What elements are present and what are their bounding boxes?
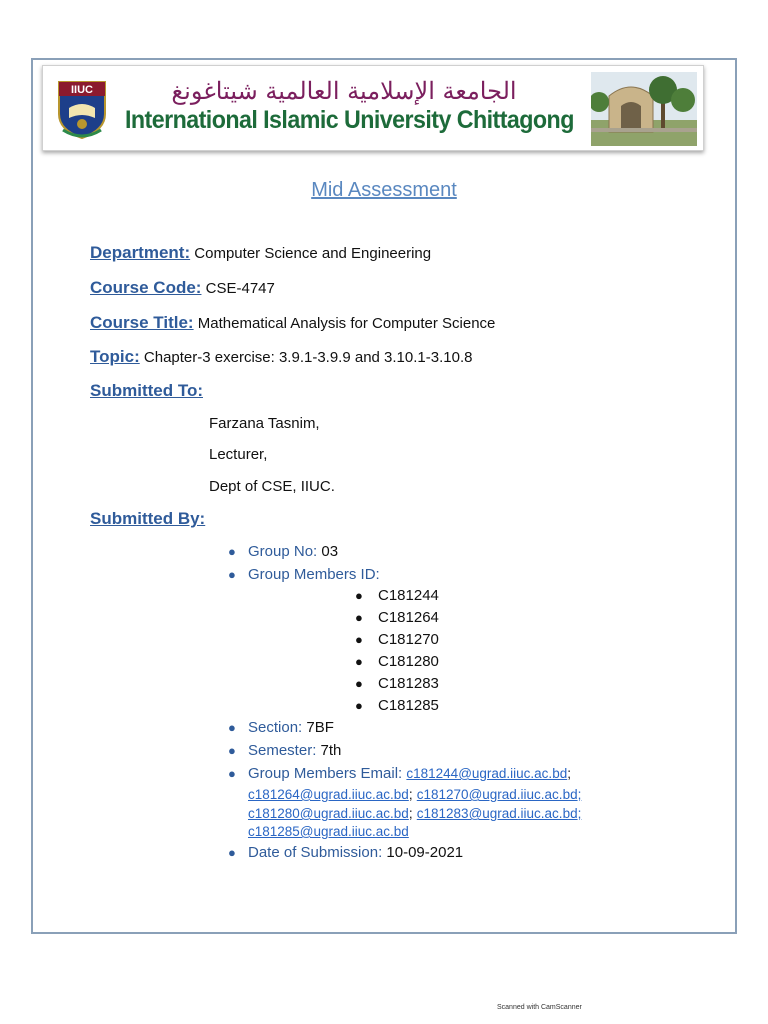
topic-field xyxy=(90,347,472,367)
date-item xyxy=(228,844,463,861)
email-item xyxy=(228,765,571,782)
member-id-item xyxy=(355,653,439,670)
page-title: Mid Assessment xyxy=(311,179,457,201)
course-title-label: Course Title: xyxy=(90,313,194,332)
campus-photo xyxy=(591,72,697,146)
section-item xyxy=(228,719,334,736)
iiuc-logo-icon xyxy=(55,80,109,140)
email-link[interactable]: c181283@ugrad.iiuc.ac.bd xyxy=(416,806,578,821)
member-id: C181244 xyxy=(378,587,439,604)
email-link[interactable]: c181244@ugrad.iiuc.ac.bd xyxy=(406,766,568,781)
bullet-icon: ● xyxy=(228,544,236,559)
email-line xyxy=(248,786,581,803)
member-id: C181264 xyxy=(378,609,439,626)
member-id-item xyxy=(355,587,439,604)
bullet-icon: ● xyxy=(355,610,363,625)
course-title-value: Mathematical Analysis for Computer Science xyxy=(197,315,496,332)
university-banner xyxy=(42,65,704,151)
department-value: Computer Science and Engineering xyxy=(194,245,432,262)
bullet-icon: ● xyxy=(355,676,363,691)
email-separator: ; xyxy=(408,787,413,802)
university-name: International Islamic University Chittagong xyxy=(125,106,574,134)
course-code-value: CSE-4747 xyxy=(205,280,275,297)
submitted-to-label: Submitted To: xyxy=(90,381,203,400)
bullet-icon: ● xyxy=(355,588,363,603)
member-id-item xyxy=(355,675,439,692)
course-code-label: Course Code: xyxy=(90,278,202,297)
recipient-position: Lecturer, xyxy=(209,446,268,463)
email-separator: ; xyxy=(577,806,582,821)
member-id-item xyxy=(355,609,439,626)
bullet-icon: ● xyxy=(228,720,236,735)
course-code-field xyxy=(90,278,275,298)
email-separator: ; xyxy=(577,787,582,802)
group-no-value: 03 xyxy=(321,543,339,560)
topic-label: Topic: xyxy=(90,347,140,366)
email-link[interactable]: c181280@ugrad.iiuc.ac.bd xyxy=(248,806,409,821)
bullet-icon: ● xyxy=(228,567,236,582)
section-value: 7BF xyxy=(306,719,334,736)
submitted-by-heading xyxy=(90,509,205,529)
bullet-icon: ● xyxy=(228,845,236,860)
date-label: Date of Submission: xyxy=(248,844,383,861)
arabic-university-name: الجامعة الإسلامية العالمية شيتاغونغ xyxy=(171,77,517,105)
topic-value: Chapter-3 exercise: 3.9.1-3.9.9 and 3.10.1-3.10.8 xyxy=(143,349,473,366)
member-id-item xyxy=(355,631,439,648)
group-no-label: Group No: xyxy=(248,543,318,560)
member-id: C181270 xyxy=(378,631,439,648)
bullet-icon: ● xyxy=(355,698,363,713)
submitted-by-label: Submitted By: xyxy=(90,509,206,528)
members-item xyxy=(228,566,380,583)
group-no-item xyxy=(228,543,338,560)
department-field xyxy=(90,243,431,263)
submitted-to-heading xyxy=(90,381,203,401)
member-id: C181285 xyxy=(378,697,439,714)
email-separator: ; xyxy=(567,766,571,781)
date-value: 10-09-2021 xyxy=(386,844,464,861)
semester-value: 7th xyxy=(320,742,342,759)
member-id-item xyxy=(355,697,439,714)
department-label: Department: xyxy=(90,243,191,262)
bullet-icon: ● xyxy=(228,743,236,758)
members-label: Group Members ID: xyxy=(248,566,380,583)
email-separator: ; xyxy=(408,806,413,821)
section-label: Section: xyxy=(248,719,303,736)
email-link[interactable]: c181270@ugrad.iiuc.ac.bd xyxy=(416,787,578,802)
email-line xyxy=(248,805,581,822)
member-id: C181283 xyxy=(378,675,439,692)
email-label: Group Members Email: xyxy=(248,765,403,782)
course-title-field xyxy=(90,313,495,333)
email-line xyxy=(248,823,409,840)
recipient-name: Farzana Tasnim, xyxy=(209,415,320,432)
semester-label: Semester: xyxy=(248,742,317,759)
logo-lettering: IIUC xyxy=(71,84,93,96)
email-link[interactable]: c181285@ugrad.iiuc.ac.bd xyxy=(248,824,409,839)
semester-item xyxy=(228,742,341,759)
bullet-icon: ● xyxy=(355,632,363,647)
bullet-icon: ● xyxy=(355,654,363,669)
email-link[interactable]: c181264@ugrad.iiuc.ac.bd xyxy=(248,787,409,802)
recipient-department: Dept of CSE, IIUC. xyxy=(209,478,335,495)
bullet-icon: ● xyxy=(228,766,236,781)
scanner-watermark: Scanned with CamScanner xyxy=(497,1004,582,1011)
member-id: C181280 xyxy=(378,653,439,670)
